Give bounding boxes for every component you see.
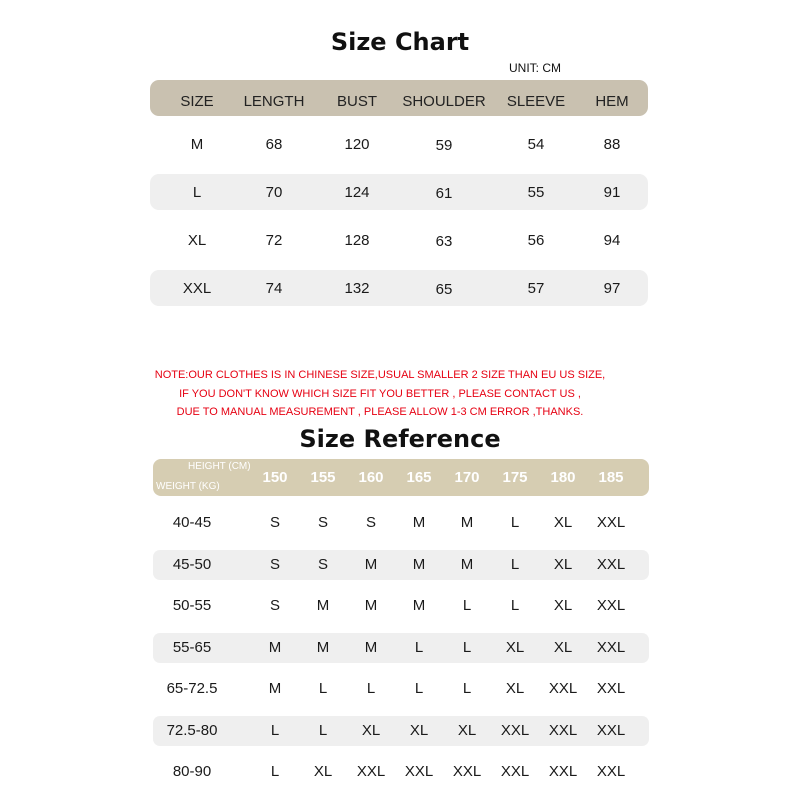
- height-header-155: 155: [310, 469, 336, 486]
- size-reference-cell: XL: [505, 680, 525, 697]
- size-reference-cell: XL: [553, 514, 573, 531]
- size-reference-cell: XXL: [500, 763, 530, 780]
- size-reference-cell: L: [270, 763, 280, 780]
- size-chart-cell: L: [192, 184, 202, 201]
- size-chart-cell: 55: [527, 184, 545, 201]
- size-reference-cell: XXL: [548, 722, 578, 739]
- size-reference-cell: M: [412, 514, 426, 531]
- size-reference-cell: M: [364, 639, 378, 656]
- weight-range: 65-72.5: [166, 680, 218, 697]
- size-chart-header-length: LENGTH: [243, 93, 305, 110]
- size-chart-header-bust: BUST: [336, 93, 378, 110]
- size-chart-cell: 74: [265, 280, 283, 297]
- weight-range: 50-55: [172, 597, 212, 614]
- weight-range: 45-50: [172, 556, 212, 573]
- size-reference-cell: XXL: [596, 680, 626, 697]
- size-reference-cell: XL: [553, 597, 573, 614]
- size-reference-cell: XL: [361, 722, 381, 739]
- size-reference-cell: XXL: [596, 639, 626, 656]
- size-reference-cell: XL: [553, 556, 573, 573]
- size-chart-cell: 128: [344, 232, 370, 249]
- size-chart-cell: 63: [435, 233, 453, 250]
- size-reference-cell: L: [414, 639, 424, 656]
- size-reference-cell: L: [318, 680, 328, 697]
- size-reference-cell: XL: [313, 763, 333, 780]
- size-reference-cell: L: [510, 556, 520, 573]
- size-reference-cell: M: [412, 556, 426, 573]
- size-reference-cell: S: [317, 556, 329, 573]
- size-reference-cell: M: [316, 639, 330, 656]
- size-chart-cell: XL: [187, 232, 207, 249]
- height-label: HEIGHT (CM): [188, 461, 251, 472]
- weight-range: 80-90: [172, 763, 212, 780]
- height-header-150: 150: [262, 469, 288, 486]
- weight-range: 55-65: [172, 639, 212, 656]
- weight-range: 40-45: [172, 514, 212, 531]
- size-reference-cell: S: [269, 514, 281, 531]
- size-reference-cell: XXL: [548, 763, 578, 780]
- size-chart-cell: 59: [435, 137, 453, 154]
- size-reference-cell: XXL: [500, 722, 530, 739]
- size-chart-row-band: [150, 174, 648, 210]
- height-header-175: 175: [502, 469, 528, 486]
- size-reference-cell: L: [318, 722, 328, 739]
- size-reference-cell: S: [269, 597, 281, 614]
- size-reference-cell: L: [462, 639, 472, 656]
- height-header-185: 185: [598, 469, 624, 486]
- size-reference-cell: M: [268, 680, 282, 697]
- size-reference-cell: M: [460, 556, 474, 573]
- size-chart-header-shoulder: SHOULDER: [402, 93, 486, 110]
- size-reference-cell: M: [364, 556, 378, 573]
- size-reference-cell: XXL: [548, 680, 578, 697]
- size-reference-cell: L: [510, 597, 520, 614]
- unit-label: UNIT: CM: [509, 61, 561, 75]
- size-chart-header-size: SIZE: [180, 93, 214, 110]
- size-reference-cell: L: [414, 680, 424, 697]
- size-chart-cell: 65: [435, 281, 453, 298]
- size-chart-cell: 124: [344, 184, 370, 201]
- size-reference-cell: S: [269, 556, 281, 573]
- size-reference-cell: M: [460, 514, 474, 531]
- size-reference-cell: XXL: [596, 556, 626, 573]
- size-chart-cell: 68: [265, 136, 283, 153]
- size-reference-cell: XXL: [404, 763, 434, 780]
- size-chart-header-hem: HEM: [595, 93, 629, 110]
- size-reference-cell: XXL: [596, 514, 626, 531]
- size-reference-cell: S: [365, 514, 377, 531]
- size-reference-cell: M: [412, 597, 426, 614]
- size-reference-cell: M: [316, 597, 330, 614]
- size-chart-cell: 91: [603, 184, 621, 201]
- weight-range: 72.5-80: [166, 722, 218, 739]
- size-reference-cell: M: [364, 597, 378, 614]
- size-reference-cell: XL: [409, 722, 429, 739]
- size-reference-cell: XL: [553, 639, 573, 656]
- size-reference-cell: L: [462, 597, 472, 614]
- note-line-2: IF YOU DON'T KNOW WHICH SIZE FIT YOU BETTER , PLEASE CONTACT US ,: [179, 388, 581, 400]
- size-reference-cell: XXL: [356, 763, 386, 780]
- size-chart-cell: 132: [344, 280, 370, 297]
- height-header-180: 180: [550, 469, 576, 486]
- size-chart-cell: XXL: [182, 280, 212, 297]
- size-reference-row-band: [153, 550, 649, 580]
- size-reference-cell: XXL: [596, 597, 626, 614]
- size-reference-cell: XL: [505, 639, 525, 656]
- size-reference-cell: L: [366, 680, 376, 697]
- weight-label: WEIGHT (KG): [156, 481, 220, 492]
- size-reference-cell: L: [462, 680, 472, 697]
- height-header-160: 160: [358, 469, 384, 486]
- size-chart-cell: M: [190, 136, 204, 153]
- size-reference-cell: L: [510, 514, 520, 531]
- size-chart-cell: 120: [344, 136, 370, 153]
- size-chart-cell: 61: [435, 185, 453, 202]
- size-reference-cell: XXL: [452, 763, 482, 780]
- size-chart-cell: 97: [603, 280, 621, 297]
- size-chart-title: Size Chart: [330, 28, 470, 56]
- size-chart-cell: 56: [527, 232, 545, 249]
- size-chart-cell: 88: [603, 136, 621, 153]
- note-line-3: DUE TO MANUAL MEASUREMENT , PLEASE ALLOW 1-3 CM ERROR ,THANKS.: [176, 406, 584, 418]
- size-chart-cell: 94: [603, 232, 621, 249]
- size-reference-row-band: [153, 633, 649, 663]
- height-header-170: 170: [454, 469, 480, 486]
- size-reference-cell: M: [268, 639, 282, 656]
- size-chart-row-band: [150, 270, 648, 306]
- height-header-165: 165: [406, 469, 432, 486]
- size-reference-cell: S: [317, 514, 329, 531]
- size-chart-cell: 54: [527, 136, 545, 153]
- size-reference-cell: XXL: [596, 763, 626, 780]
- size-chart-header-bar: [150, 80, 648, 116]
- size-reference-cell: XL: [457, 722, 477, 739]
- size-chart-cell: 70: [265, 184, 283, 201]
- size-chart-header-sleeve: SLEEVE: [506, 93, 566, 110]
- size-reference-cell: XXL: [596, 722, 626, 739]
- size-reference-cell: L: [270, 722, 280, 739]
- size-chart-cell: 57: [527, 280, 545, 297]
- size-chart-cell: 72: [265, 232, 283, 249]
- size-reference-title: Size Reference: [299, 425, 501, 453]
- note-line-1: NOTE:OUR CLOTHES IS IN CHINESE SIZE,USUAL SMALLER 2 SIZE THAN EU US SIZE,: [154, 369, 606, 381]
